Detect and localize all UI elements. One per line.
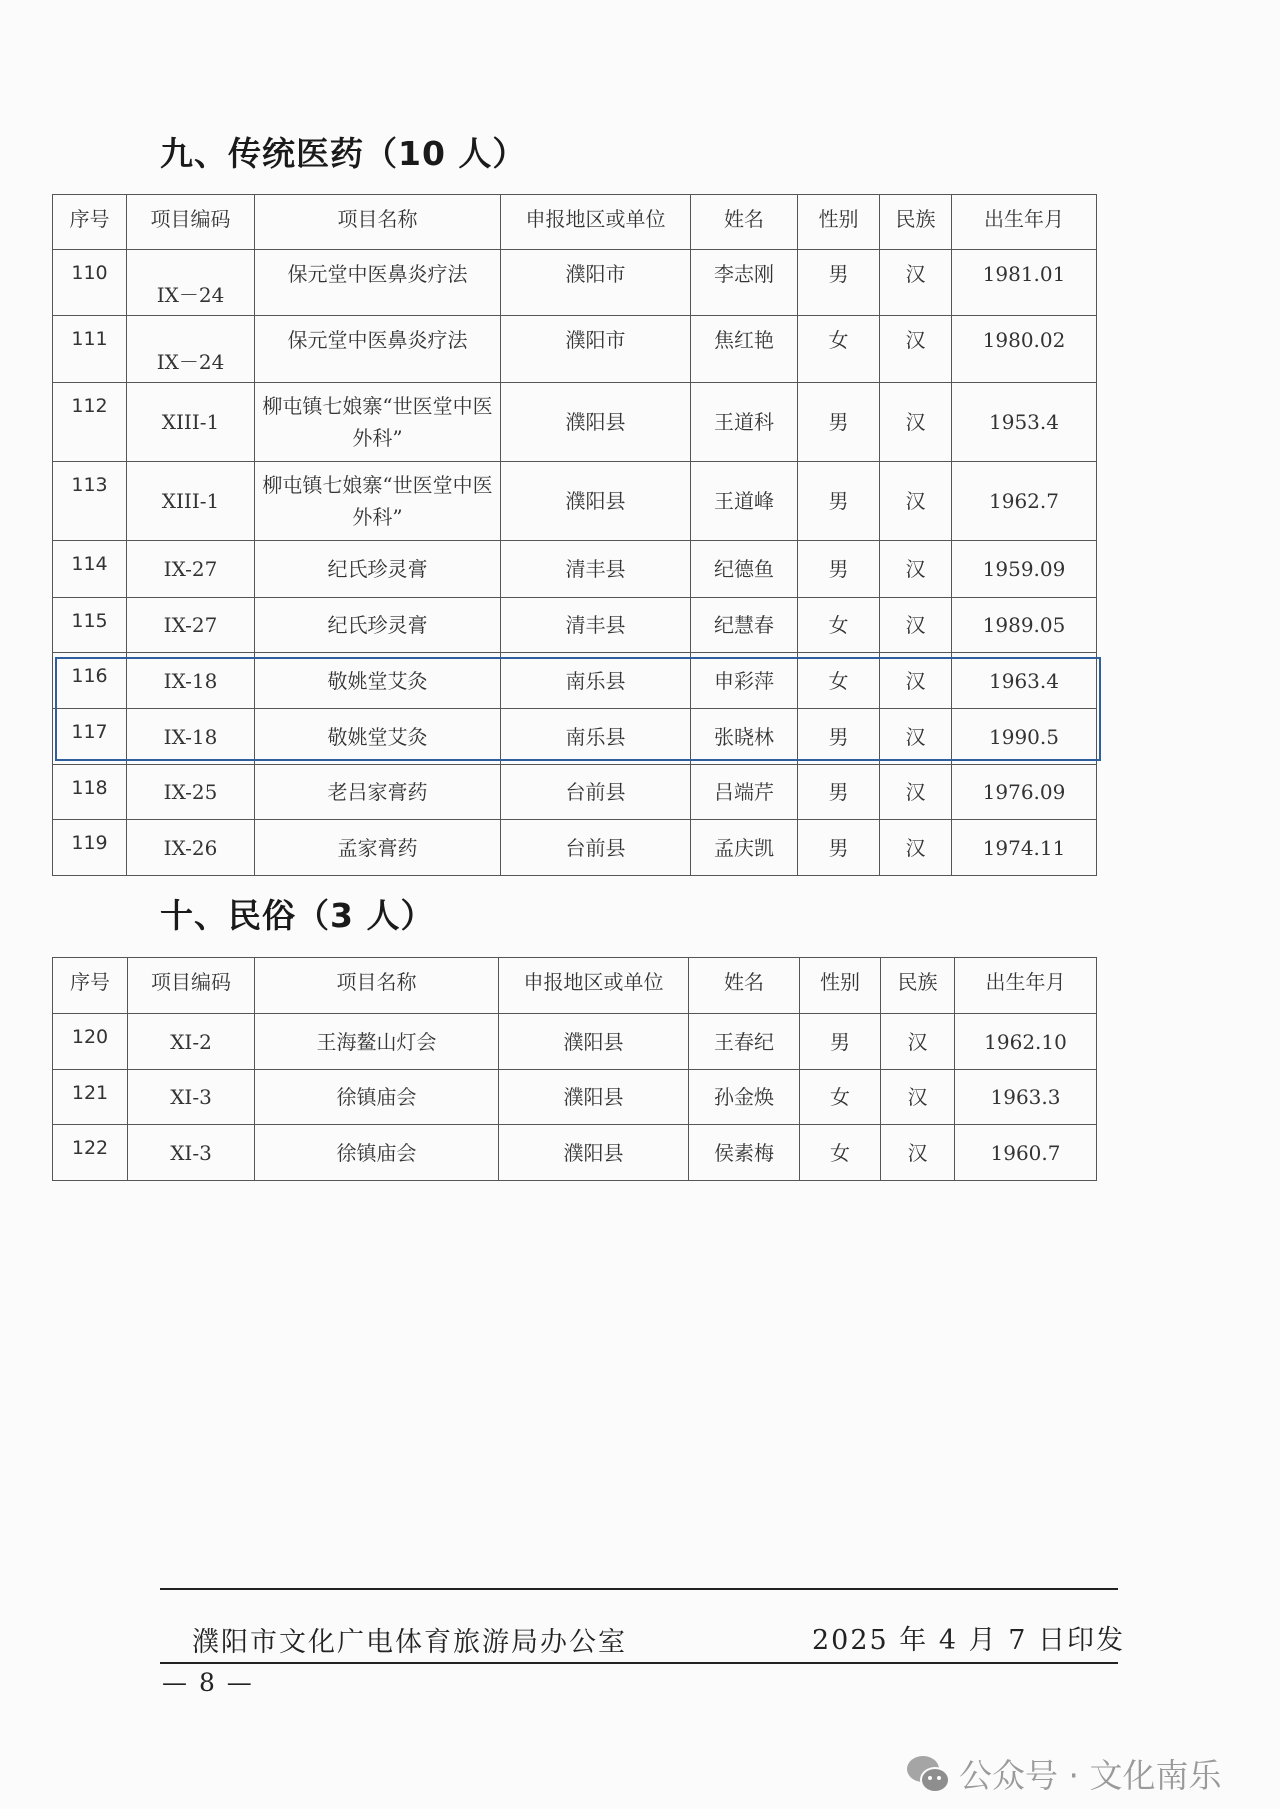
project-name-cell: 纪氏珍灵膏 <box>255 541 501 598</box>
ethnicity-cell: 汉 <box>880 541 952 598</box>
gender-cell: 女 <box>798 598 880 653</box>
gender-cell: 女 <box>798 316 880 383</box>
region-cell: 濮阳县 <box>499 1070 689 1125</box>
birth-cell: 1962.10 <box>955 1014 1097 1070</box>
table-row <box>53 1125 1097 1181</box>
column-header: 项目名称 <box>255 195 501 250</box>
name-cell: 李志刚 <box>691 250 798 316</box>
table-header-row <box>53 958 1097 1014</box>
column-header: 申报地区或单位 <box>499 958 689 1014</box>
name-cell: 王道峰 <box>691 462 798 541</box>
seq-cell: 110 <box>53 250 127 316</box>
traditional-medicine-table <box>52 194 1097 876</box>
column-header: 项目编码 <box>127 195 255 250</box>
ethnicity-cell: 汉 <box>880 316 952 383</box>
table-row <box>53 598 1097 653</box>
gender-cell: 男 <box>798 765 880 820</box>
table-row <box>53 1070 1097 1125</box>
table-row <box>53 765 1097 820</box>
table-header-row <box>53 195 1097 250</box>
gender-cell: 男 <box>798 250 880 316</box>
footer-bottom-rule <box>160 1662 1118 1664</box>
seq-cell: 120 <box>53 1014 128 1070</box>
watermark-text: 公众号 · 文化南乐 <box>959 1756 1222 1795</box>
gender-cell: 男 <box>798 462 880 541</box>
birth-cell: 1980.02 <box>952 316 1097 383</box>
gender-cell: 女 <box>800 1070 881 1125</box>
ethnicity-cell: 汉 <box>880 383 952 462</box>
seq-cell: 116 <box>53 653 127 709</box>
ethnicity-cell: 汉 <box>880 765 952 820</box>
footer-date: 2025 年 4 月 7 日印发 <box>812 1625 1125 1656</box>
seq-cell: 114 <box>53 541 127 598</box>
page-number: — 8 — <box>162 1668 254 1697</box>
column-header: 姓名 <box>689 958 800 1014</box>
table-row <box>53 1014 1097 1070</box>
column-header: 序号 <box>53 195 127 250</box>
seq-cell: 115 <box>53 598 127 653</box>
table-row <box>53 250 1097 316</box>
seq-cell: 117 <box>53 709 127 765</box>
code-cell: XI-3 <box>128 1070 255 1125</box>
column-header: 性别 <box>800 958 881 1014</box>
birth-cell: 1976.09 <box>952 765 1097 820</box>
birth-cell: 1953.4 <box>952 383 1097 462</box>
name-cell: 申彩萍 <box>691 653 798 709</box>
seq-cell: 111 <box>53 316 127 383</box>
code-cell: IX-27 <box>127 541 255 598</box>
gender-cell: 男 <box>798 709 880 765</box>
birth-cell: 1989.05 <box>952 598 1097 653</box>
seq-cell: 122 <box>53 1125 128 1181</box>
seq-cell: 113 <box>53 462 127 541</box>
ethnicity-cell: 汉 <box>880 598 952 653</box>
project-name-cell: 纪氏珍灵膏 <box>255 598 501 653</box>
name-cell: 侯素梅 <box>689 1125 800 1181</box>
column-header: 民族 <box>881 958 955 1014</box>
code-cell: IX－24 <box>127 316 255 383</box>
table-row <box>53 383 1097 462</box>
code-cell: IX-18 <box>127 709 255 765</box>
column-header: 出生年月 <box>952 195 1097 250</box>
name-cell: 王春纪 <box>689 1014 800 1070</box>
birth-cell: 1990.5 <box>952 709 1097 765</box>
gender-cell: 男 <box>800 1014 881 1070</box>
region-cell: 清丰县 <box>501 541 691 598</box>
footer-issuer: 濮阳市文化广电体育旅游局办公室 <box>192 1627 627 1658</box>
code-cell: IX-26 <box>127 820 255 876</box>
project-name-cell: 敬姚堂艾灸 <box>255 653 501 709</box>
gender-cell: 男 <box>798 383 880 462</box>
project-name-cell: 王海鳌山灯会 <box>255 1014 499 1070</box>
birth-cell: 1974.11 <box>952 820 1097 876</box>
column-header: 姓名 <box>691 195 798 250</box>
watermark <box>905 1750 1221 1797</box>
region-cell: 濮阳市 <box>501 250 691 316</box>
project-name-cell: 柳屯镇七娘寨“世医堂中医外科” <box>255 462 501 541</box>
seq-cell: 118 <box>53 765 127 820</box>
table-row <box>53 541 1097 598</box>
gender-cell: 男 <box>798 820 880 876</box>
region-cell: 南乐县 <box>501 709 691 765</box>
name-cell: 孟庆凯 <box>691 820 798 876</box>
birth-cell: 1962.7 <box>952 462 1097 541</box>
region-cell: 南乐县 <box>501 653 691 709</box>
code-cell: IX-18 <box>127 653 255 709</box>
region-cell: 濮阳县 <box>501 462 691 541</box>
gender-cell: 女 <box>798 653 880 709</box>
name-cell: 孙金焕 <box>689 1070 800 1125</box>
project-name-cell: 老吕家膏药 <box>255 765 501 820</box>
project-name-cell: 柳屯镇七娘寨“世医堂中医外科” <box>255 383 501 462</box>
project-name-cell: 徐镇庙会 <box>255 1125 499 1181</box>
ethnicity-cell: 汉 <box>880 250 952 316</box>
project-name-cell: 敬姚堂艾灸 <box>255 709 501 765</box>
birth-cell: 1963.3 <box>955 1070 1097 1125</box>
table-row <box>53 653 1097 709</box>
birth-cell: 1960.7 <box>955 1125 1097 1181</box>
ethnicity-cell: 汉 <box>880 709 952 765</box>
gender-cell: 男 <box>798 541 880 598</box>
name-cell: 张晓林 <box>691 709 798 765</box>
region-cell: 台前县 <box>501 820 691 876</box>
birth-cell: 1963.4 <box>952 653 1097 709</box>
code-cell: IX-25 <box>127 765 255 820</box>
code-cell: IX-27 <box>127 598 255 653</box>
table-row <box>53 820 1097 876</box>
seq-cell: 119 <box>53 820 127 876</box>
code-cell: XI-3 <box>128 1125 255 1181</box>
ethnicity-cell: 汉 <box>880 462 952 541</box>
ethnicity-cell: 汉 <box>881 1014 955 1070</box>
column-header: 项目编码 <box>128 958 255 1014</box>
region-cell: 台前县 <box>501 765 691 820</box>
seq-cell: 112 <box>53 383 127 462</box>
ethnicity-cell: 汉 <box>881 1125 955 1181</box>
region-cell: 濮阳县 <box>499 1014 689 1070</box>
column-header: 项目名称 <box>255 958 499 1014</box>
column-header: 民族 <box>880 195 952 250</box>
name-cell: 王道科 <box>691 383 798 462</box>
code-cell: IX－24 <box>127 250 255 316</box>
region-cell: 清丰县 <box>501 598 691 653</box>
table-row <box>53 709 1097 765</box>
ethnicity-cell: 汉 <box>880 653 952 709</box>
name-cell: 纪慧春 <box>691 598 798 653</box>
region-cell: 濮阳县 <box>499 1125 689 1181</box>
section-title-folk-custom: 十、民俗（3 人） <box>160 896 435 935</box>
project-name-cell: 保元堂中医鼻炎疗法 <box>255 316 501 383</box>
code-cell: XIII-1 <box>127 462 255 541</box>
code-cell: XI-2 <box>128 1014 255 1070</box>
region-cell: 濮阳市 <box>501 316 691 383</box>
ethnicity-cell: 汉 <box>881 1070 955 1125</box>
gender-cell: 女 <box>800 1125 881 1181</box>
column-header: 序号 <box>53 958 128 1014</box>
project-name-cell: 保元堂中医鼻炎疗法 <box>255 250 501 316</box>
column-header: 性别 <box>798 195 880 250</box>
column-header: 申报地区或单位 <box>501 195 691 250</box>
name-cell: 纪德鱼 <box>691 541 798 598</box>
project-name-cell: 孟家膏药 <box>255 820 501 876</box>
wechat-icon <box>905 1753 951 1795</box>
birth-cell: 1981.01 <box>952 250 1097 316</box>
footer-top-rule <box>160 1588 1118 1590</box>
folk-custom-table <box>52 957 1097 1181</box>
birth-cell: 1959.09 <box>952 541 1097 598</box>
name-cell: 吕端芹 <box>691 765 798 820</box>
section-title-traditional-medicine: 九、传统医药（10 人） <box>160 134 527 173</box>
table-row <box>53 316 1097 383</box>
code-cell: XIII-1 <box>127 383 255 462</box>
column-header: 出生年月 <box>955 958 1097 1014</box>
seq-cell: 121 <box>53 1070 128 1125</box>
name-cell: 焦红艳 <box>691 316 798 383</box>
region-cell: 濮阳县 <box>501 383 691 462</box>
ethnicity-cell: 汉 <box>880 820 952 876</box>
table-row <box>53 462 1097 541</box>
project-name-cell: 徐镇庙会 <box>255 1070 499 1125</box>
